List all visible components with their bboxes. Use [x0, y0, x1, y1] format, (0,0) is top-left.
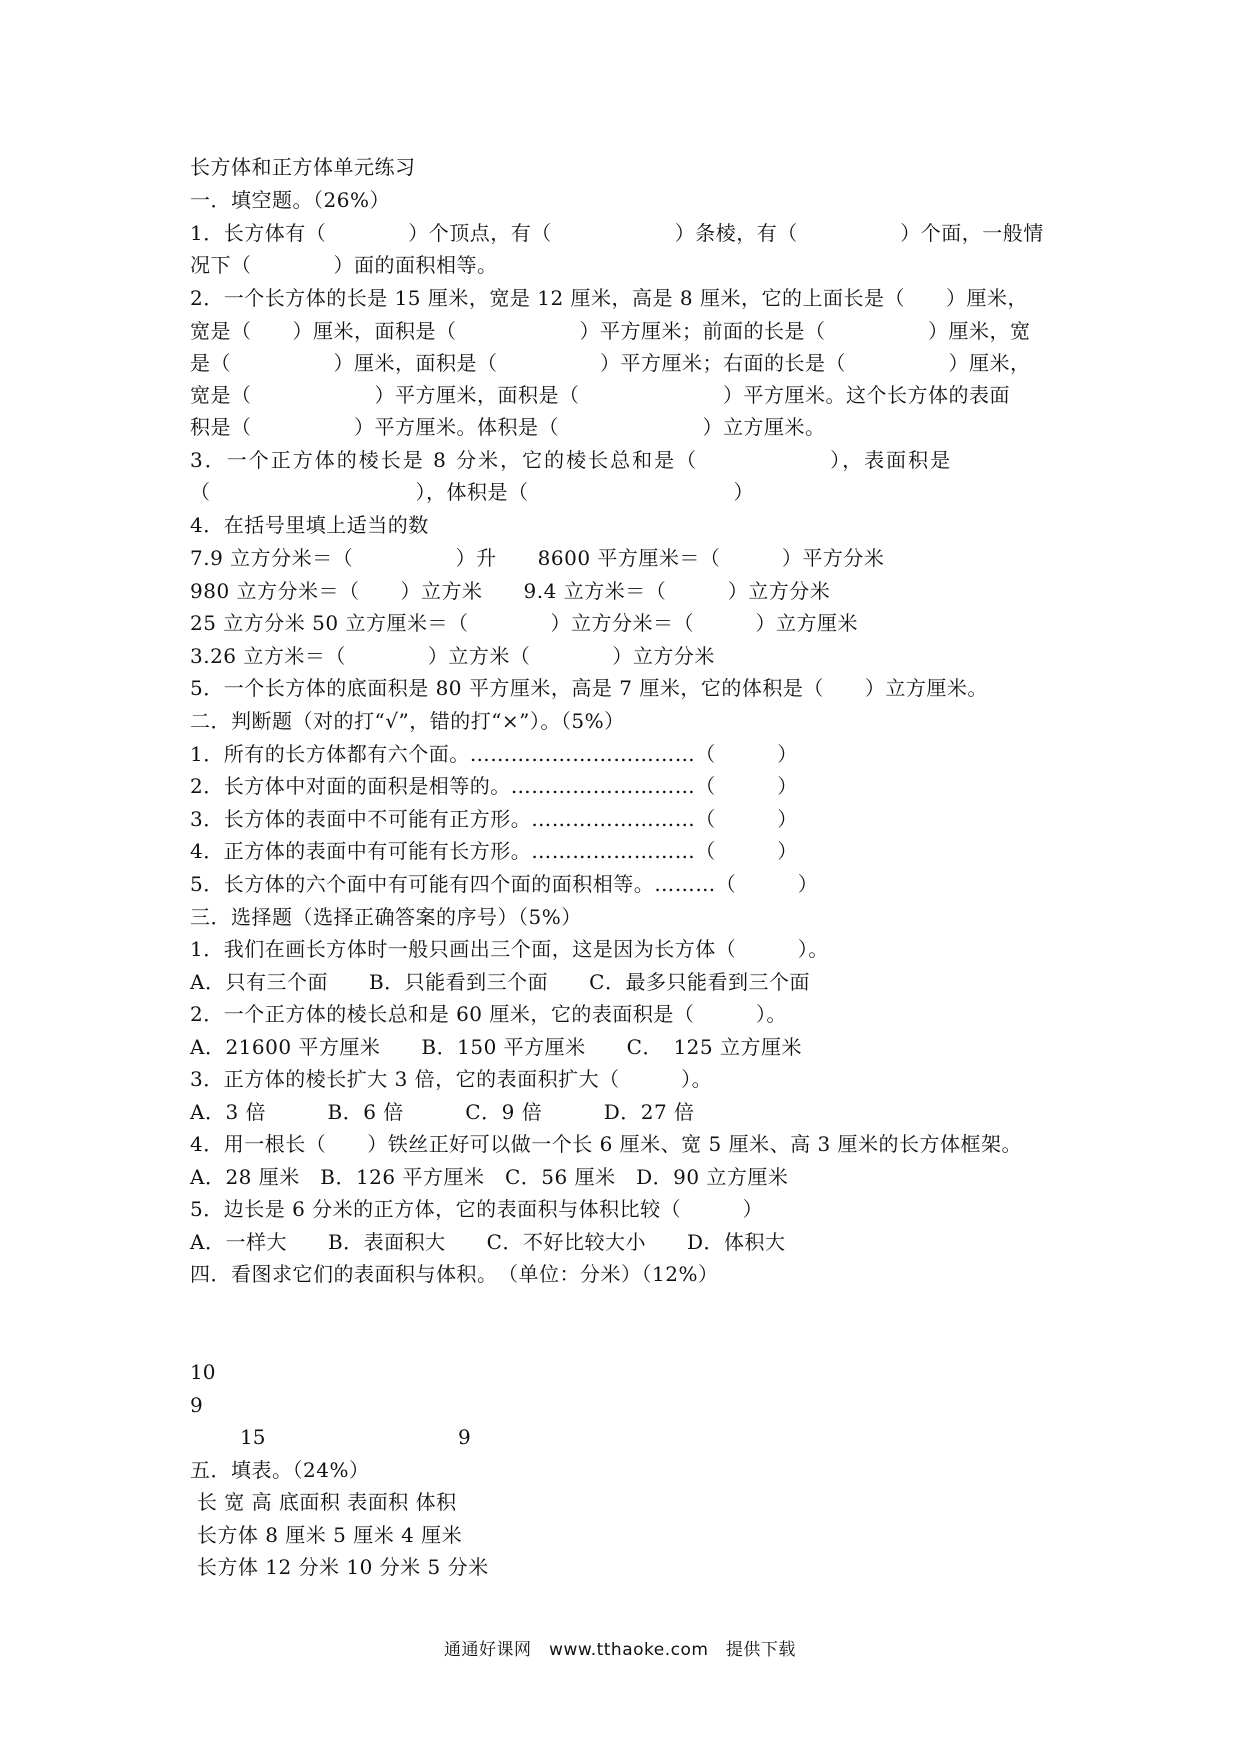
judge-item-3: 3．长方体的表面中不可能有正方形。……………………（ ） — [190, 807, 798, 831]
choice-line-9: 5．边长是 6 分米的正方体，它的表面积与体积比较（ ） — [190, 1197, 764, 1221]
section1-heading: 一．填空题。（26%） — [190, 188, 390, 212]
table-row: 长方体 12 分米 10 分米 5 分米 — [190, 1555, 489, 1579]
section5-heading: 五．填表。（24%） — [190, 1458, 370, 1482]
choice-line-6: A．3 倍 B．6 倍 C．9 倍 D．27 倍 — [190, 1100, 695, 1124]
footer-credit: 通通好课网 www.tthaoke.com 提供下载 — [444, 1640, 796, 1660]
choice-line-7: 4．用一根长（ ）铁丝正好可以做一个长 6 厘米、宽 5 厘米、高 3 厘米的长方体框架。 — [190, 1132, 1023, 1156]
q4-line-2: 980 立方分米＝（ ）立方米 9.4 立方米＝（ ）立方分米 — [190, 579, 831, 603]
q2-line-2: 宽是（ ）厘米，面积是（ ）平方厘米；前面的长是（ ）厘米，宽 — [190, 319, 1031, 343]
figure-label: 9 — [190, 1393, 203, 1417]
table-row: 长方体 8 厘米 5 厘米 4 厘米 — [190, 1523, 463, 1547]
judge-item-5: 5．长方体的六个面中有可能有四个面的面积相等。………（ ） — [190, 872, 819, 896]
page-title: 长方体和正方体单元练习 — [190, 155, 416, 179]
q2-line-3: 是（ ）厘米，面积是（ ）平方厘米；右面的长是（ ）厘米， — [190, 351, 1031, 375]
judge-item-2: 2．长方体中对面的面积是相等的。………………………（ ） — [190, 774, 798, 798]
q1-line-1: 1．长方体有（ ）个顶点，有（ ）条棱，有（ ）个面，一般情 — [190, 221, 1044, 245]
choice-line-4: A．21600 平方厘米 B．150 平方厘米 C． 125 立方厘米 — [190, 1035, 802, 1059]
q1-line-2: 况下（ ）面的面积相等。 — [190, 253, 498, 277]
q5-line: 5．一个长方体的底面积是 80 平方厘米，高是 7 厘米，它的体积是（ ）立方厘米。 — [190, 676, 988, 700]
choice-line-10: A．一样大 B．表面积大 C．不好比较大小 D．体积大 — [190, 1230, 786, 1254]
choice-line-5: 3．正方体的棱长扩大 3 倍，它的表面积扩大（ ）。 — [190, 1067, 713, 1091]
q3-line-2: （ ），体积是（ ） — [190, 480, 754, 504]
figure-label: 10 — [190, 1360, 216, 1384]
choice-line-1: 1．我们在画长方体时一般只画出三个面，这是因为长方体（ ）。 — [190, 937, 829, 961]
figure-label: 15 — [240, 1425, 266, 1449]
choice-line-3: 2．一个正方体的棱长总和是 60 厘米，它的表面积是（ ）。 — [190, 1002, 787, 1026]
judge-item-4: 4．正方体的表面中有可能有长方形。……………………（ ） — [190, 839, 798, 863]
q4-line-3: 25 立方分米 50 立方厘米＝（ ）立方分米＝（ ）立方厘米 — [190, 611, 858, 635]
section3-heading: 三．选择题（选择正确答案的序号）（5%） — [190, 905, 582, 929]
figure-label: 9 — [458, 1425, 471, 1449]
q3-line-1: 3．一个正方体的棱长是 8 分米，它的棱长总和是（ ），表面积是 — [190, 448, 953, 472]
q4-line-4: 3.26 立方米＝（ ）立方米（ ）立方分米 — [190, 644, 715, 668]
q2-line-4: 宽是（ ）平方厘米，面积是（ ）平方厘米。这个长方体的表面 — [190, 383, 1010, 407]
judge-item-1: 1．所有的长方体都有六个面。……………………………（ ） — [190, 742, 798, 766]
choice-line-8: A．28 厘米 B．126 平方厘米 C．56 厘米 D．90 立方厘米 — [190, 1165, 789, 1189]
q4-heading: 4．在括号里填上适当的数 — [190, 513, 429, 537]
table-header-row: 长 宽 高 底面积 表面积 体积 — [190, 1490, 457, 1514]
q2-line-1: 2．一个长方体的长是 15 厘米，宽是 12 厘米，高是 8 厘米，它的上面长是（ ）厘米， — [190, 286, 1028, 310]
choice-line-2: A．只有三个面 B．只能看到三个面 C．最多只能看到三个面 — [190, 970, 810, 994]
section2-heading: 二．判断题（对的打“√”，错的打“×”）。（5%） — [190, 709, 625, 733]
section4-heading: 四．看图求它们的表面积与体积。 （单位：分米）（12%） — [190, 1262, 719, 1286]
q2-line-5: 积是（ ）平方厘米。体积是（ ）立方厘米。 — [190, 415, 826, 439]
q4-line-1: 7.9 立方分米＝（ ）升 8600 平方厘米＝（ ）平方分米 — [190, 546, 885, 570]
